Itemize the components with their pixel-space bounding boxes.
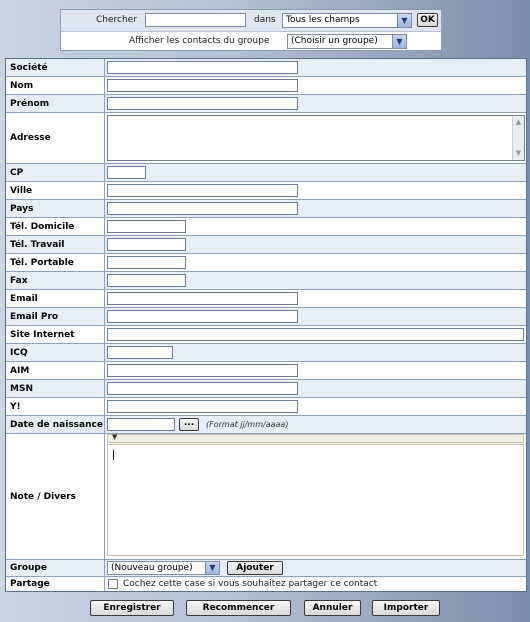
label-partage: Partage bbox=[6, 577, 105, 591]
row-ville bbox=[6, 182, 526, 200]
prenom-field[interactable] bbox=[107, 97, 298, 110]
search-input[interactable] bbox=[145, 13, 246, 27]
row-nom bbox=[6, 77, 526, 95]
row-adresse bbox=[6, 113, 526, 164]
note-textarea[interactable] bbox=[107, 444, 524, 556]
label-nom: Nom bbox=[6, 77, 105, 94]
cancel-button[interactable]: Annuler bbox=[304, 600, 361, 616]
label-date-naissance: Date de naissance bbox=[6, 416, 105, 433]
arrow-up-icon[interactable]: ▲ bbox=[515, 118, 522, 126]
row-note-divers bbox=[6, 434, 526, 560]
triangle-down-icon[interactable]: ▼ bbox=[112, 433, 118, 441]
contact-form bbox=[5, 58, 527, 592]
email-field[interactable] bbox=[107, 292, 298, 305]
icq-field[interactable] bbox=[107, 346, 173, 359]
row-groupe bbox=[6, 560, 526, 577]
row-msn bbox=[6, 380, 526, 398]
label-email: Email bbox=[6, 290, 105, 307]
row-prenom bbox=[6, 95, 526, 113]
label-tel-domicile: Tél. Domicile bbox=[6, 218, 105, 235]
label-cp: CP bbox=[6, 164, 105, 181]
date-naissance-field[interactable] bbox=[107, 418, 175, 431]
share-description: Cochez cette case si vous souhaitez partager ce contact bbox=[123, 579, 378, 589]
chevron-down-icon[interactable]: ▼ bbox=[205, 562, 219, 574]
date-picker-button[interactable]: ... bbox=[179, 418, 199, 431]
row-icq bbox=[6, 344, 526, 362]
fax-field[interactable] bbox=[107, 274, 186, 287]
label-tel-travail: Tél. Travail bbox=[6, 236, 105, 253]
label-msn: MSN bbox=[6, 380, 105, 397]
row-email-pro bbox=[6, 308, 526, 326]
tel-domicile-field[interactable] bbox=[107, 220, 186, 233]
field-select[interactable] bbox=[282, 13, 412, 28]
field-select-value: Tous les champs bbox=[286, 15, 360, 25]
row-societe bbox=[6, 59, 526, 77]
row-date-naissance bbox=[6, 416, 526, 434]
note-toolbar bbox=[107, 434, 524, 443]
aim-field[interactable] bbox=[107, 364, 298, 377]
row-partage bbox=[6, 577, 526, 591]
label-icq: ICQ bbox=[6, 344, 105, 361]
chevron-down-icon[interactable]: ▼ bbox=[392, 35, 406, 48]
adresse-scrollbar[interactable] bbox=[512, 116, 524, 160]
import-button[interactable]: Importer bbox=[372, 600, 440, 616]
label-societe: Société bbox=[6, 59, 105, 76]
text-cursor bbox=[113, 450, 114, 460]
row-email bbox=[6, 290, 526, 308]
cp-field[interactable] bbox=[107, 166, 146, 179]
label-fax: Fax bbox=[6, 272, 105, 289]
row-site-internet bbox=[6, 326, 526, 344]
msn-field[interactable] bbox=[107, 382, 298, 395]
groupe-select-value: (Nouveau groupe) bbox=[111, 563, 193, 573]
label-aim: AIM bbox=[6, 362, 105, 379]
date-format-hint: (Format jj/mm/aaaa) bbox=[206, 420, 289, 429]
add-group-button[interactable]: Ajouter bbox=[227, 561, 283, 575]
group-filter-select[interactable] bbox=[287, 34, 407, 49]
row-fax bbox=[6, 272, 526, 290]
nom-field[interactable] bbox=[107, 79, 298, 92]
arrow-down-icon[interactable]: ▼ bbox=[515, 149, 522, 157]
share-checkbox[interactable] bbox=[108, 579, 118, 589]
group-filter-value: (Choisir un groupe) bbox=[291, 36, 378, 46]
site-internet-field[interactable] bbox=[107, 328, 524, 341]
ok-button[interactable]: OK bbox=[417, 13, 438, 27]
reset-button[interactable]: Recommencer bbox=[186, 600, 291, 616]
pays-field[interactable] bbox=[107, 202, 298, 215]
yahoo-field[interactable] bbox=[107, 400, 298, 413]
groupe-select[interactable] bbox=[107, 561, 220, 575]
row-pays bbox=[6, 200, 526, 218]
tel-portable-field[interactable] bbox=[107, 256, 186, 269]
label-adresse: Adresse bbox=[6, 113, 105, 163]
search-panel bbox=[60, 9, 442, 51]
row-cp bbox=[6, 164, 526, 182]
label-groupe: Groupe bbox=[6, 560, 105, 576]
societe-field[interactable] bbox=[107, 61, 298, 74]
label-tel-portable: Tél. Portable bbox=[6, 254, 105, 271]
label-yahoo: Y! bbox=[6, 398, 105, 415]
label-prenom: Prénom bbox=[6, 95, 105, 112]
adresse-textarea[interactable] bbox=[107, 115, 525, 161]
email-pro-field[interactable] bbox=[107, 310, 298, 323]
row-yahoo bbox=[6, 398, 526, 416]
group-filter-label: Afficher les contacts du groupe bbox=[129, 36, 270, 46]
in-label: dans bbox=[254, 15, 276, 25]
label-email-pro: Email Pro bbox=[6, 308, 105, 325]
search-label: Chercher bbox=[96, 15, 137, 25]
row-tel-portable bbox=[6, 254, 526, 272]
save-button[interactable]: Enregistrer bbox=[90, 600, 174, 616]
row-tel-travail bbox=[6, 236, 526, 254]
label-ville: Ville bbox=[6, 182, 105, 199]
row-aim bbox=[6, 362, 526, 380]
chevron-down-icon[interactable]: ▼ bbox=[397, 14, 411, 27]
label-pays: Pays bbox=[6, 200, 105, 217]
tel-travail-field[interactable] bbox=[107, 238, 186, 251]
ville-field[interactable] bbox=[107, 184, 298, 197]
search-row bbox=[61, 10, 441, 32]
label-note-divers: Note / Divers bbox=[6, 434, 105, 559]
label-site-internet: Site Internet bbox=[6, 326, 105, 343]
row-tel-domicile bbox=[6, 218, 526, 236]
